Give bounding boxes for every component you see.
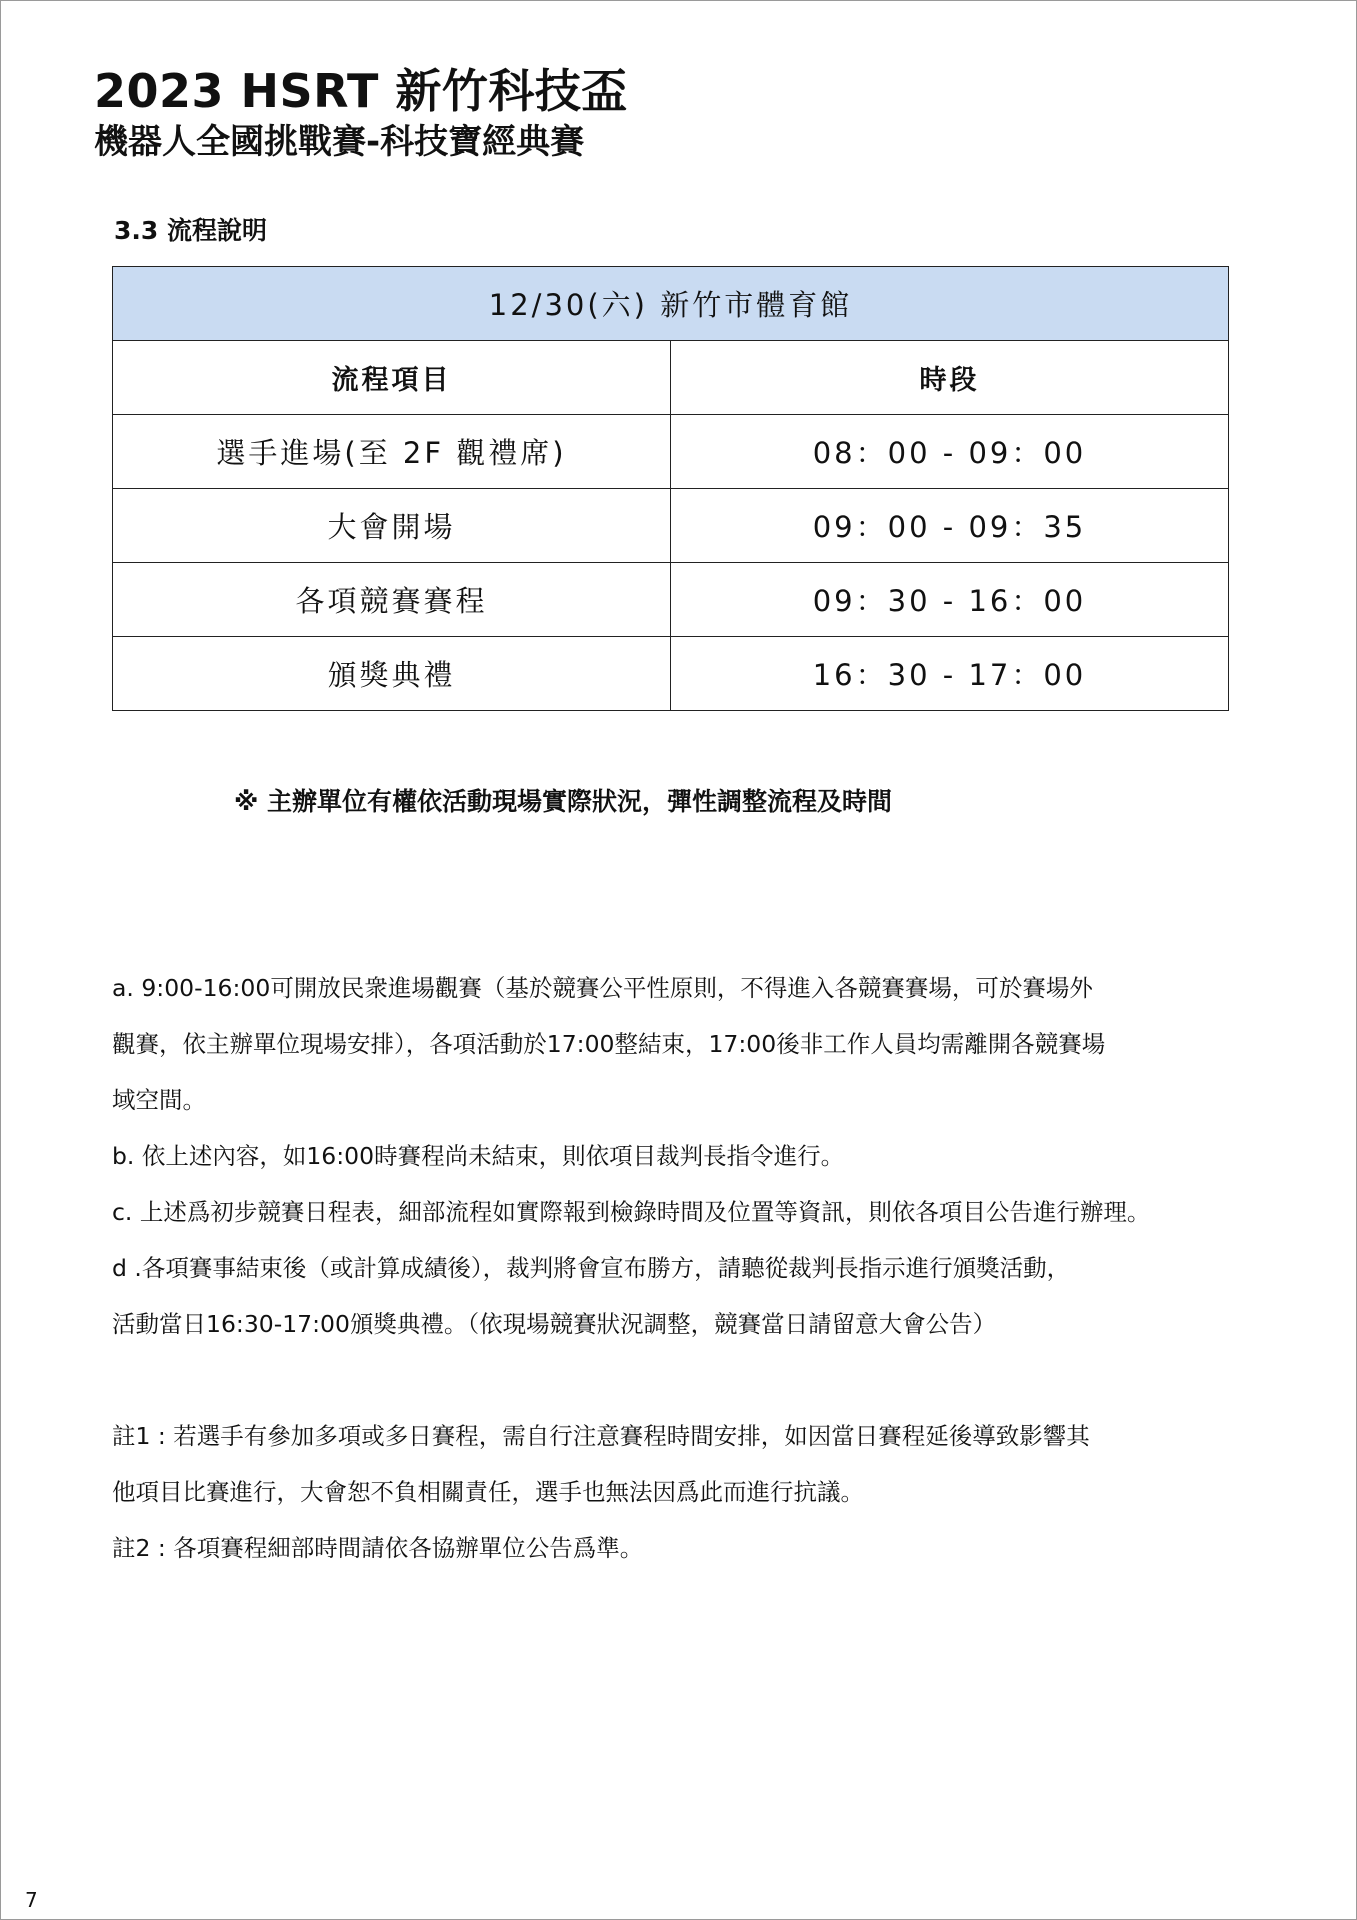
- table-cell-time: 09：30 - 16：00: [671, 563, 1229, 637]
- column-header-item: 流程項目: [113, 341, 671, 415]
- footnote-1-line: 註1 : 若選手有參加多項或多日賽程，需自行注意賽程時間安排，如因當日賽程延後導致影響其: [112, 1422, 1090, 1450]
- table-row: [113, 563, 1229, 637]
- document-subtitle: 機器人全國挑戰賽-科技寶經典賽: [94, 122, 585, 162]
- body-text: [112, 960, 1262, 1576]
- table-cell-item: 各項競賽賽程: [113, 563, 671, 637]
- document-header: [94, 62, 628, 164]
- paragraph-c-line: c. 上述爲初步競賽日程表，細部流程如實際報到檢錄時間及位置等資訊，則依各項目公告進行辦理。: [112, 1198, 1151, 1226]
- table-row-date: [113, 267, 1229, 341]
- paragraph-b-line: b. 依上述內容，如16:00時賽程尚未結束，則依項目裁判長指令進行。: [112, 1142, 845, 1170]
- paragraph-spacer: [112, 1352, 1262, 1408]
- table-cell-item: 選手進場(至 2F 觀禮席): [113, 415, 671, 489]
- paragraph-a-line: a. 9:00-16:00可開放民衆進場觀賽（基於競賽公平性原則，不得進入各競賽賽場，可於賽場外: [112, 974, 1093, 1002]
- document-title: 2023 HSRT 新竹科技盃: [94, 64, 628, 118]
- page-number: 7: [25, 1888, 38, 1912]
- footnote-1-line: 他項目比賽進行，大會恕不負相關責任，選手也無法因爲此而進行抗議。: [112, 1478, 864, 1506]
- section-heading: 3.3 流程說明: [114, 216, 267, 245]
- paragraph-d-line: d .各項賽事結束後（或計算成績後），裁判將會宣布勝方，請聽從裁判長指示進行頒獎活動，: [112, 1254, 1071, 1282]
- schedule-note: ※ 主辦單位有權依活動現場實際狀況，彈性調整流程及時間: [234, 787, 893, 816]
- column-header-time: 時段: [671, 341, 1229, 415]
- table-cell-time: 08：00 - 09：00: [671, 415, 1229, 489]
- table-row: [113, 637, 1229, 711]
- footnote-2-line: 註2 : 各項賽程細部時間請依各協辦單位公告爲準。: [112, 1534, 644, 1562]
- schedule-table: [112, 266, 1229, 711]
- table-row: [113, 489, 1229, 563]
- paragraph-d-line: 活動當日16:30-17:00頒獎典禮。（依現場競賽狀況調整，競賽當日請留意大會公告）: [112, 1310, 997, 1338]
- table-row: [113, 415, 1229, 489]
- paragraph-a-line: 域空間。: [112, 1086, 206, 1114]
- date-venue-cell: 12/30(六) 新竹市體育館: [113, 267, 1229, 341]
- table-cell-time: 09：00 - 09：35: [671, 489, 1229, 563]
- table-cell-item: 大會開場: [113, 489, 671, 563]
- table-cell-item: 頒獎典禮: [113, 637, 671, 711]
- table-cell-time: 16：30 - 17：00: [671, 637, 1229, 711]
- table-header-row: [113, 341, 1229, 415]
- paragraph-a-line: 觀賽，依主辦單位現場安排），各項活動於17:00整結束，17:00後非工作人員均需離開各競賽場: [112, 1030, 1106, 1058]
